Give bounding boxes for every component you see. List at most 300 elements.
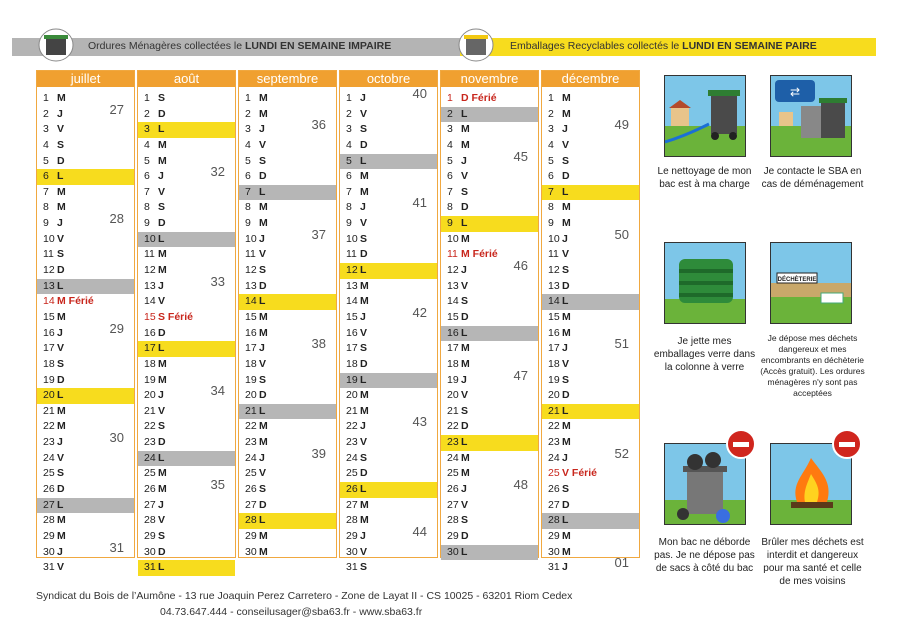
day-number: 6 [144,170,150,183]
day-number: 23 [43,436,55,449]
day-row [138,107,235,123]
day-number: 5 [43,154,49,167]
day-letter: J [360,310,366,323]
day-letter: S [158,92,166,104]
day-letter: L [562,295,569,308]
day-row [340,451,437,467]
week-number: 43 [412,414,427,430]
day-letter: L [158,342,165,355]
day-row [138,477,235,498]
day-letter: M [360,170,369,183]
day-row [37,138,134,154]
day-number: 15 [43,310,55,323]
day-number: 12 [447,264,459,277]
day-number: 16 [548,326,560,339]
day-row [340,498,437,514]
day-row [239,200,336,216]
day-row [542,555,639,576]
day-number: 17 [144,342,156,355]
day-number: 5 [245,154,251,167]
day-row [138,122,235,138]
day-number: 26 [245,483,257,496]
day-letter: J [461,483,467,496]
day-letter: L [360,483,367,496]
day-number: 17 [245,342,257,355]
day-letter: J [562,342,568,355]
day-row [340,138,437,154]
day-number: 20 [447,389,459,402]
day-letter: V [259,248,267,261]
day-number: 28 [346,514,358,527]
day-number: 28 [447,514,459,527]
day-number: 19 [144,373,156,386]
day-number: 9 [144,217,150,230]
tip-caption: Mon bac ne déborde pas. Je ne dépose pas de sacs à côté du bac [654,537,755,574]
day-number: 10 [245,232,257,245]
day-number: 11 [245,248,256,261]
day-letter: S [57,248,65,261]
day-number: 22 [43,420,55,433]
day-row [340,373,437,389]
day-number: 1 [548,92,554,104]
day-number: 25 [245,467,257,480]
day-letter: L [259,404,266,417]
day-letter: M [562,201,571,214]
day-number: 12 [245,264,257,277]
day-number: 13 [43,279,55,292]
day-letter: M [562,545,571,558]
day-letter: M [259,420,268,433]
week-number: 27 [109,101,124,117]
day-row [542,263,639,279]
day-letter: M [57,185,66,198]
week-number: 47 [513,367,528,383]
day-letter: V [562,357,570,370]
day-number: 29 [144,529,156,542]
day-number: 22 [548,420,560,433]
day-row [37,539,134,561]
day-letter: S [57,467,65,480]
day-row [542,91,639,107]
day-number: 30 [346,545,358,558]
day-letter: M [461,357,470,370]
day-number: 25 [447,467,459,480]
day-letter: D [259,498,267,511]
day-number: 26 [346,483,358,496]
day-letter: L [562,514,569,527]
day-row [542,247,639,263]
header-left-text: Ordures Ménagères collectées le LUNDI EN SEMAINE IMPAIRE [88,40,392,52]
day-number: 3 [43,123,49,136]
day-number: 30 [447,545,459,558]
day-row [542,529,639,545]
day-row [138,341,235,357]
day-number: 14 [447,295,459,308]
day-number: 16 [144,326,156,339]
day-letter: D [562,279,570,292]
day-row [441,279,538,295]
day-number: 2 [548,107,554,120]
week-number: 39 [311,445,326,461]
day-letter: S [158,529,166,542]
day-letter: V [57,342,65,355]
day-number: 29 [43,529,55,542]
day-row [441,341,538,357]
day-row [340,545,437,561]
day-number: 22 [245,420,257,433]
day-letter: D [57,154,65,167]
day-letter: J [360,529,366,542]
day-number: 31 [346,561,358,574]
day-letter: D [158,217,166,230]
week-number: 28 [109,211,124,227]
svg-text:⇄: ⇄ [789,85,801,99]
day-number: 5 [346,154,352,167]
day-letter: M [562,420,571,433]
day-row [37,263,134,279]
day-letter: L [360,154,367,167]
day-row [239,294,336,310]
day-letter: J [259,451,265,464]
day-number: 6 [43,170,49,183]
day-number: 3 [447,123,453,136]
week-number: 51 [614,336,629,352]
day-row [340,341,437,357]
day-number: 6 [548,170,554,183]
week-number: 46 [513,258,528,274]
day-letter: V [57,232,65,245]
day-number: 25 [548,467,560,480]
day-letter: D [57,373,65,386]
day-letter: J [461,154,467,167]
day-row [340,122,437,138]
day-number: 20 [548,389,560,402]
day-letter: V Férié [562,467,598,480]
day-row [542,169,639,185]
day-row [340,195,437,216]
day-row [138,435,235,451]
day-letter: M [461,232,470,245]
day-row [441,185,538,201]
day-number: 20 [144,389,156,402]
day-row [138,404,235,420]
day-number: 21 [548,404,560,417]
day-row [138,294,235,310]
week-number: 01 [614,555,629,571]
day-number: 8 [144,201,150,214]
day-row [239,466,336,482]
day-row [37,294,134,310]
day-letter: M [259,201,268,214]
day-row [239,117,336,138]
day-number: 16 [346,326,358,339]
day-letter: M [259,310,268,323]
day-row [340,523,437,545]
day-row [37,388,134,404]
day-number: 13 [144,279,156,292]
day-row [239,310,336,326]
day-letter: S [360,342,368,355]
day-letter: D [360,467,368,480]
day-row [542,373,639,389]
day-letter: D [461,201,469,214]
day-row [239,169,336,185]
day-row [138,513,235,529]
day-number: 11 [447,248,458,261]
day-row [37,466,134,482]
day-letter: L [57,170,64,183]
day-row [37,169,134,185]
day-letter: M [57,310,66,323]
day-letter: M [158,154,167,167]
day-row [340,279,437,295]
day-row [37,211,134,232]
day-row [138,164,235,185]
day-row [542,498,639,514]
day-number: 4 [245,138,251,151]
day-letter: S [259,373,267,386]
day-letter: S [360,561,368,574]
day-row [542,466,639,482]
day-letter: L [158,232,165,245]
day-row [340,216,437,232]
day-number: 22 [346,420,358,433]
day-row [37,498,134,514]
day-number: 27 [447,498,459,511]
week-number: 38 [311,336,326,352]
day-number: 26 [548,483,560,496]
day-letter: D [562,498,570,511]
day-row [37,430,134,451]
day-letter: M [461,123,470,136]
day-number: 31 [548,561,560,574]
day-number: 5 [548,154,554,167]
day-row [37,232,134,248]
day-number: 9 [43,217,49,230]
day-letter: L [158,123,165,136]
day-number: 26 [447,483,459,496]
day-row [37,404,134,420]
week-number: 32 [210,164,225,180]
week-number: 33 [210,273,225,289]
month-column-décembre [541,70,640,574]
day-row [37,185,134,201]
day-letter: L [461,326,468,339]
day-row [138,91,235,107]
bin-cleaning-icon [664,75,746,157]
day-number: 24 [245,451,257,464]
day-letter: M [360,279,369,292]
week-number: 49 [614,117,629,133]
day-row [340,154,437,170]
tip-caption: Je contacte le SBA en cas de déménagement [761,166,864,190]
day-letter: S [57,357,65,370]
day-row [340,86,437,107]
day-row [239,336,336,357]
day-row [441,294,538,310]
day-letter: V [57,561,65,574]
glass-container-icon [664,242,746,324]
day-row [239,498,336,514]
day-number: 2 [144,107,150,120]
day-letter: S [57,138,65,151]
day-number: 25 [43,467,55,480]
day-row [239,388,336,404]
day-number: 15 [346,310,358,323]
day-number: 3 [548,123,554,136]
day-number: 31 [144,561,156,574]
day-number: 11 [346,248,357,261]
day-number: 9 [447,217,453,230]
day-row [239,545,336,561]
day-letter: M [158,264,167,277]
day-number: 12 [43,264,55,277]
day-letter: L [158,451,165,464]
day-letter: M [57,404,66,417]
day-number: 26 [144,483,156,496]
day-letter: J [360,92,366,104]
day-number: 28 [144,514,156,527]
day-letter: L [562,404,569,417]
day-number: 6 [245,170,251,183]
day-number: 15 [245,310,257,323]
day-row [441,388,538,404]
day-row [37,279,134,295]
day-letter: J [57,107,63,120]
tip-caption: Le nettoyage de mon bac est à ma charge [657,166,752,190]
day-letter: S [360,123,368,136]
day-letter: S [461,404,469,417]
day-letter: M [360,514,369,527]
day-number: 1 [43,92,49,104]
day-number: 14 [245,295,257,308]
day-letter: V [562,248,570,261]
day-number: 17 [447,342,459,355]
day-number: 27 [548,498,560,511]
day-number: 17 [548,342,560,355]
month-header: novembre [441,71,538,87]
day-number: 20 [346,389,358,402]
day-letter: S [461,514,469,527]
day-row [542,279,639,295]
day-row [37,482,134,498]
day-letter: S [158,420,166,433]
day-row [138,560,235,576]
day-number: 2 [245,107,251,120]
day-letter: L [57,279,64,292]
day-row [37,373,134,389]
month-column-novembre [440,70,539,558]
day-letter: V [57,451,65,464]
day-row [340,326,437,342]
day-letter: V [360,545,368,558]
day-letter: M [461,451,470,464]
day-letter: M Férié [57,295,94,308]
day-number: 4 [548,138,554,151]
day-number: 26 [43,483,55,496]
day-row [239,404,336,420]
month-header: juillet [37,71,134,87]
footer-contact: 04.73.647.444 - conseilusager@sba63.fr - www.sba63.fr [160,606,423,618]
day-letter: J [158,389,164,402]
day-number: 29 [245,529,257,542]
day-letter: S [360,451,368,464]
day-row [441,107,538,123]
day-row [542,482,639,498]
day-letter: M [360,389,369,402]
day-letter: J [562,561,568,574]
day-row [340,107,437,123]
no-entry-icon [832,429,862,459]
day-row [542,445,639,467]
day-number: 12 [144,264,156,277]
day-number: 9 [548,217,554,230]
day-number: 28 [43,514,55,527]
day-letter: M [562,92,571,104]
day-number: 22 [447,420,459,433]
day-letter: J [158,498,164,511]
day-letter: V [158,514,166,527]
day-row [37,341,134,357]
day-row [37,451,134,467]
day-row [138,545,235,561]
day-letter: L [57,389,64,402]
day-row [37,122,134,138]
day-number: 29 [548,529,560,542]
day-row [239,482,336,498]
day-number: 30 [548,545,560,558]
day-row [542,419,639,435]
month-header: août [138,71,235,87]
day-number: 3 [144,123,150,136]
header-right-text: Emballages Recyclables collectés le LUNDI EN SEMAINE PAIRE [510,40,817,52]
day-row [340,435,437,451]
week-number: 52 [614,445,629,461]
day-row [441,200,538,216]
day-number: 3 [245,123,251,136]
day-letter: M [562,217,571,230]
day-row [138,232,235,248]
day-number: 9 [346,217,352,230]
day-number: 10 [43,232,55,245]
day-number: 29 [346,529,358,542]
day-number: 10 [144,232,156,245]
day-number: 10 [447,232,459,245]
day-number: 20 [43,389,55,402]
day-letter: D [158,436,166,449]
day-letter: J [57,545,63,558]
tip-caption: Je jette mes emballages verre dans la colonne à verre [653,336,756,373]
day-letter: V [360,217,368,230]
day-letter: V [57,123,65,136]
day-letter: M [562,436,571,449]
day-row [239,263,336,279]
day-number: 25 [346,467,358,480]
day-letter: M [259,436,268,449]
day-number: 13 [447,279,459,292]
day-letter: S Férié [158,310,194,323]
day-row [441,451,538,467]
week-number: 44 [412,523,427,539]
day-letter: L [259,185,266,198]
day-row [37,357,134,373]
day-number: 27 [346,498,358,511]
day-number: 23 [245,436,257,449]
tip-caption: Brûler mes déchets est interdit et dangereux pour ma santé et celle de mes voisins [761,537,864,587]
day-letter: M [158,248,167,261]
month-header: décembre [542,71,639,87]
day-letter: J [562,123,568,136]
